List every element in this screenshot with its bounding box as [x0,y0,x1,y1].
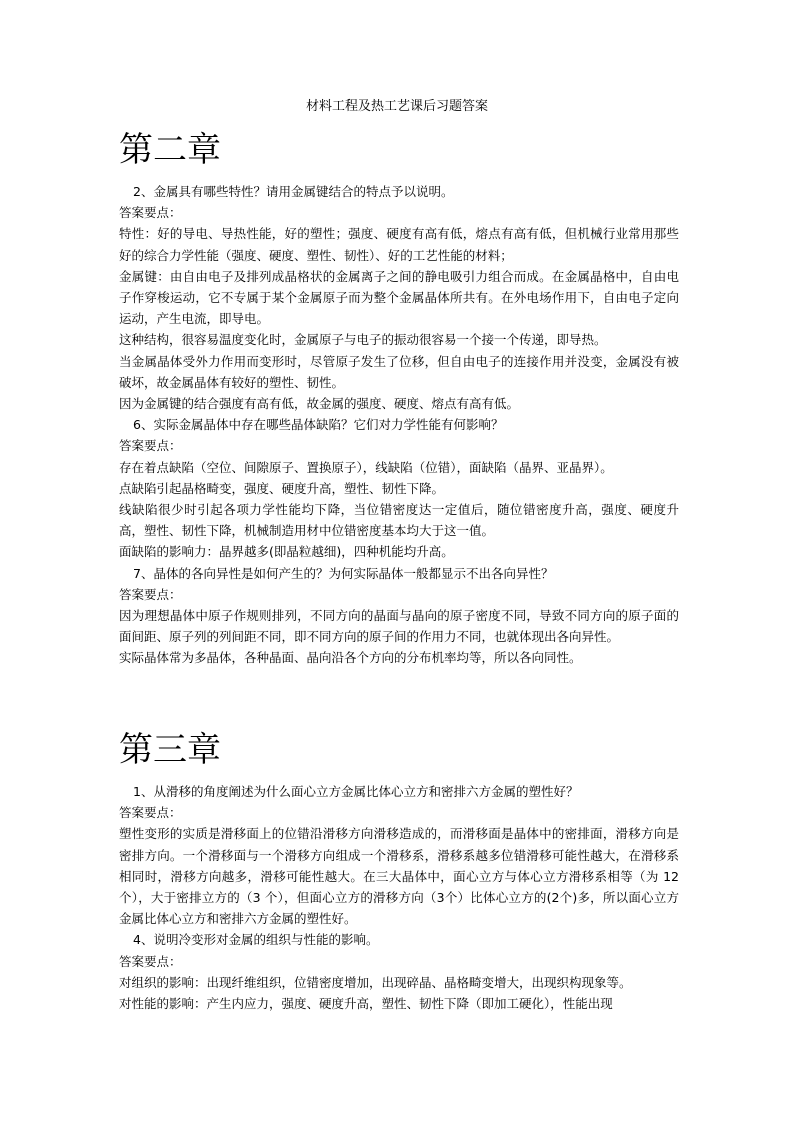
answer-paragraph: 特性：好的导电、导热性能，好的塑性；强度、硬度有高有低，熔点有高有低，但机械行业常用那些好的综合力学性能（强度、硬度、塑性、韧性）、好的工艺性能的材料； [119,226,679,263]
answer-label: 答案要点： [119,805,182,821]
chapter3-body [119,781,679,1014]
answer-paragraph: 塑性变形的实质是滑移面上的位错沿滑移方向滑移造成的，而滑移面是晶体中的密排面，滑移方向是密排方向。一个滑移面与一个滑移方向组成一个滑移系，滑移系越多位错滑移可能性越大，在滑移系相同时，滑移方向越多，滑移可能性越大。在三大晶体中，面心立方与体心立方滑移系相等（为 12个），大于密排立方的（3 个），但面心立方的滑移方向（3个）比体心立方的(2个)多，所以面心立方金属比体心立方和密排六方金属的塑性好。 [119,826,679,927]
answer-label: 答案要点： [119,586,182,602]
answer-label: 答案要点： [119,438,182,454]
answer-paragraph: 面缺陷的影响力：晶界越多(即晶粒越细)，四种机能均升高。 [119,544,454,560]
question-line: 2、金属具有哪些特性？请用金属键结合的特点予以说明。 [133,184,454,199]
answer-paragraph: 对性能的影响：产生内应力，强度、硬度升高，塑性、韧性下降（即加工硬化），性能出现 [119,996,613,1012]
question-line: 4、说明冷变形对金属的组织与性能的影响。 [133,932,379,948]
document-title: 材料工程及热工艺课后习题答案 [305,99,488,114]
answer-paragraph: 对组织的影响：出现纤维组织，位错密度增加，出现碎晶、晶格畸变增大，出现织构现象等。 [119,974,632,990]
question-line: 6、实际金属晶体中存在哪些晶体缺陷？它们对力学性能有何影响？ [133,417,504,433]
chapter-heading-3: 第三章 [119,730,221,770]
answer-paragraph: 这种结构，很容易温度变化时，金属原子与电子的振动很容易一个接一个传递，即导热。 [119,332,607,348]
answer-paragraph: 金属键：由自由电子及排列成晶格状的金属离子之间的静电吸引力组合而成。在金属晶格中，自由电子作穿梭运动，它不专属于某个金属原子而为整个金属晶体所共有。在外电场作用下，自由电子定向运动，产生电流，即导电。 [119,268,679,327]
answer-label: 答案要点： [119,953,182,969]
answer-label: 答案要点： [119,205,182,221]
answer-paragraph: 因为金属键的结合强度有高有低，故金属的强度、硬度、熔点有高有低。 [119,396,520,412]
question-line: 7、晶体的各向异性是如何产生的？为何实际晶体一般都显示不出各向异性？ [133,565,554,581]
answer-paragraph: 点缺陷引起晶格畸变，强度、硬度升高，塑性、韧性下降。 [119,480,445,496]
answer-paragraph: 实际晶体常为多晶体，各种晶面、晶向沿各个方向的分布机率均等，所以各向同性。 [119,650,582,666]
chapter2-body [119,181,679,669]
chapter-heading-2: 第二章 [119,130,221,170]
answer-paragraph: 当金属晶体受外力作用而变形时，尽管原子发生了位移，但自由电子的连接作用并没变，金属没有被破坏，故金属晶体有较好的塑性、韧性。 [119,353,679,390]
answer-paragraph: 存在着点缺陷（空位、间隙原子、置换原子），线缺陷（位错），面缺陷（晶界、亚晶界）。 [119,459,613,475]
answer-paragraph: 因为理想晶体中原子作规则排列，不同方向的晶面与晶向的原子密度不同，导致不同方向的原子面的面间距、原子列的列间距不同，即不同方向的原子间的作用力不同，也就体现出各向异性。 [119,608,679,645]
question-line: 1、从滑移的角度阐述为什么面心立方金属比体心立方和密排六方金属的塑性好？ [133,784,579,799]
answer-paragraph: 线缺陷很少时引起各项力学性能均下降，当位错密度达一定值后，随位错密度升高，强度、硬度升高，塑性、韧性下降，机械制造用材中位错密度基本均大于这一值。 [119,502,679,539]
